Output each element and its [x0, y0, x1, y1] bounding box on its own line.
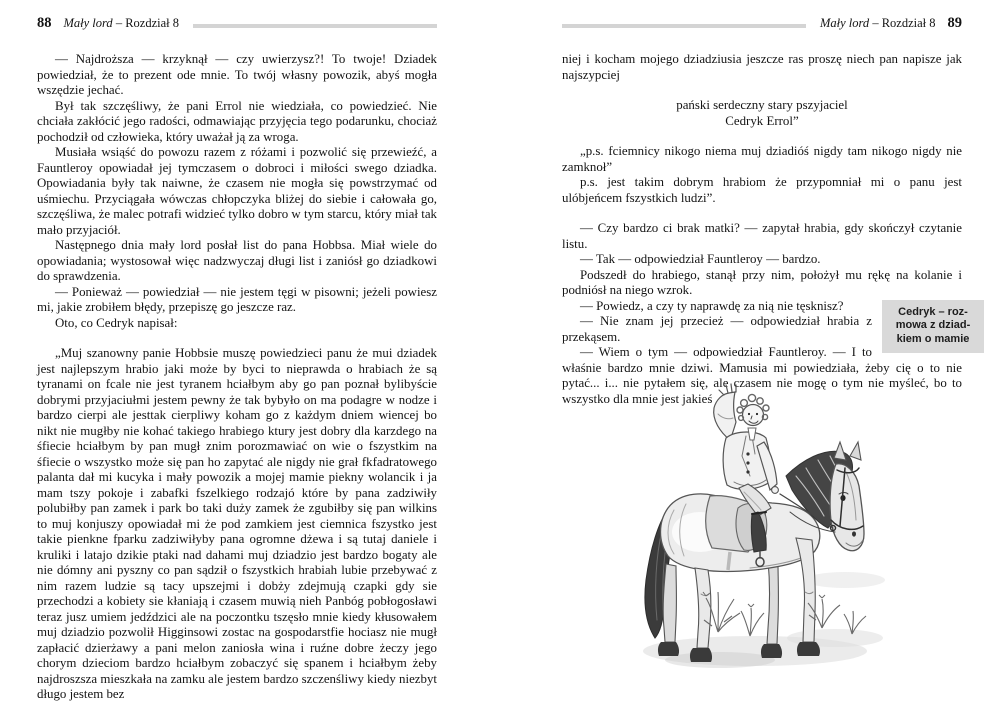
postscript-paragraph: „p.s. fciemnicy nikogo niema muj dziadióś nigdy tam nikogo nigdy nie zamknoł”: [562, 144, 962, 174]
paragraph: — Tak — odpowiedział Fauntleroy — bardzo.: [580, 252, 821, 266]
left-page-number: 88: [37, 15, 52, 31]
chapter-label: – Rozdział 8: [115, 16, 179, 30]
paragraph: Następnego dnia mały lord posłał list do pana Hobbsa. Miał wiele do opowiadania; wystosował więc nadzwyczaj długi list i zaniósł go dziadkowi do sprawdzenia.: [37, 238, 437, 283]
right-page-text: [562, 52, 971, 407]
running-title: [820, 16, 936, 31]
pony-illustration: [600, 380, 1000, 710]
paragraph: — Czy bardzo ci brak matki? — zapytał hrabia, gdy skończył czytanie listu.: [562, 221, 962, 251]
book-title: Mały lord: [63, 16, 113, 30]
letter-signature-line: pański serdeczny stary pszyjaciel: [676, 98, 848, 112]
pony-head: [830, 464, 864, 551]
page-left: [37, 14, 437, 704]
paragraph: Musiała wsiąść do powozu razem z różami i pozwolić się przewieźć, a Fauntleroy opowiadał jej tymczasem o dobroci i miłości swego dziadka. Opowiadania były tak naiwne, że czasem nie mogła się powstrzymać od uśmiechu. Przyciągała wówczas chłopczyka bliżej do siebie i całowała go, szczęśliwa, że malec potrafi widzieć tylko dobro w tym starcu, który miał tak mało przyjaciół.: [37, 145, 437, 237]
rider-head: [743, 405, 764, 426]
header-rule: [193, 24, 437, 28]
margin-note-line: Cedryk – roz-: [898, 305, 968, 318]
header-rule: [562, 24, 806, 28]
paragraph: — Ponieważ — powiedział — nie jestem tęgi w pisowni; jeżeli powiesz mi, jakie zrobiłem błędy, przepiszę go jeszcze raz.: [37, 284, 437, 314]
paragraph: — Najdroższa — krzyknął — czy uwierzysz?! To twoje! Dziadek powiedział, że to prezent ode mnie. To twój własny powozik, abyś mogła wszędzie jechać.: [37, 52, 437, 97]
paragraph: Podszedł do hrabiego, stanął przy nim, położył mu rękę na kolanie i podniósł na niego wzrok.: [562, 267, 962, 297]
letter-signature-name: Cedryk Errol”: [725, 113, 799, 128]
right-page-header: [562, 14, 962, 31]
letter-paragraph: „Muj szanowny panie Hobbsie muszę powiedzieci panu że mui dziadek jest najlepszym hrabio jaki może by byci to nieprawda o hrabiach że są tyranami on fcale nie jest tyranem hciałbym aby go pan poznał bylibyście dobrymi przyjaciułmi jestem pewny że tak bybyło on ma podagre w nodze i bardzo cierpi ale jesttak cierpliwy koham go z każdym dniem wiencej bo nikt nie mugłby nie kohać takiego hrabiego ktury jest dobry dla karzdego na śfiecie hciałbym by pan mugł znim porozmawiać on wie o fszystkim na śfiecie o wszystko może się pan ho zapytać ale nigdy nie grał fkfadratowego palanta dał mi kucyka i mały powozik a mojej mamie piekny wolancik i ja mam tszy pokoje i zabafki fszelkiego rodzajó które by pana zadziwiły polubiłby pan zamek i park bo taki duży zamek że zgubiłby się pan wilkins to muj konjuszy opowiadał mi że pod zamkiem jest ciemnica fszystko jest takie pienkne fparku zadziwiłyby pana ogromne dżewa i są tutaj daniele i kruliki i latajo dzikie ptaki nad dahami muj dziadzio jest bardzo bogaty ale nie dómny ani pyszny co pan sądził o fszystkich hrabiah lubie przebywać z nim razem ludzie są tacy upszejmi i dobży zdejmują czapki gdy sie przechodzi a kobiety sie kłaniają i czasem muwią nieh Panbóg pobłogosławi teraz jusz umiem jedździci ale na poczontku tszęsło mnie kiedy kłusowałem muj dziadzio pozwolił Higginsowi zostac na gospodarstfie hociasz nie mugł zapłacić dzierżawy a pani melon zaniosła wina i ruźne dobre żeczy jego chorym dzieciom bardzo hciałbym zobaczyć się spanem i hciałbym żeby najdroszsza mieszkała na zamku ale jestem bardzo szczenśliwy kiedy niezbyt długo jestem bez: [37, 346, 437, 701]
paragraph: Oto, co Cedryk napisał:: [55, 315, 178, 330]
paragraph: — Nie znam jej przecież — odpowiedział hrabia z przekąsem.: [562, 314, 872, 344]
chapter-label: – Rozdział 8: [872, 16, 936, 30]
left-page-header: [37, 14, 437, 31]
running-title: [64, 16, 180, 31]
paragraph: Był tak szczęśliwy, że pani Errol nie wiedziała, co powiedzieć. Nie chciała zakłócić jego radości, odmawiając przyjęcia tego podarunku, chociaż pochodził od człowieka, który uważał ją za wroga.: [37, 98, 437, 144]
page-right: [562, 14, 971, 704]
margin-note-line: mowa z dziad-: [895, 319, 971, 331]
paragraph: — Wiem o tym — odpowiedział Fauntleroy. — I to właśnie bardzo mnie dziwi. Mamusia mi powiedziała, żeby cię o to nie pytać... i... nie pytałem się, ale czasem nie mogę o tym nie myśleć, bo to wszystko dla mnie jest jakieś: [562, 345, 962, 406]
book-title: Mały lord: [820, 16, 870, 30]
margin-note-line: kiem o mamie: [896, 332, 970, 345]
left-page-text: [37, 52, 437, 703]
postscript-paragraph: p.s. jest takim dobrym hrabiom że przypomniał mi o panu jest ulóbjeńcem fszystkich ludzi”.: [562, 175, 962, 205]
margin-note: [882, 300, 984, 354]
letter-continuation: niej i kocham mojego dziadziusia jeszcze ras proszę niech pan napisze jak najszypciej: [562, 52, 962, 82]
paragraph: — Powiedz, a czy ty naprawdę za nią nie tęsknisz?: [580, 298, 844, 313]
right-page-number: 89: [947, 15, 962, 31]
